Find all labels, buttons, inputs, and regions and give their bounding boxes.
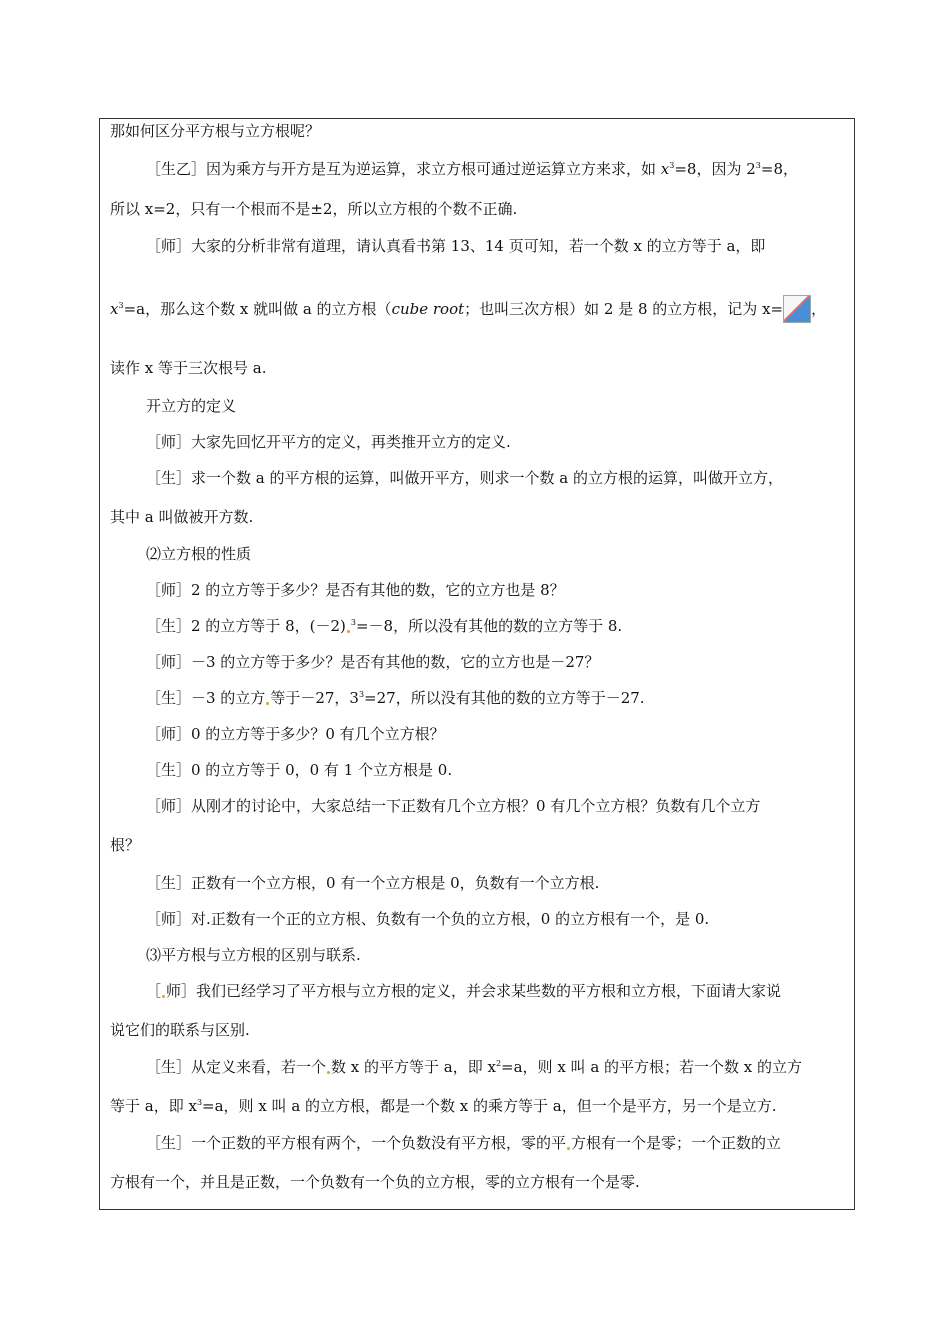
line-10: 其中 a 叫做被开方数. (110, 508, 254, 526)
line-19: 根？ (110, 836, 141, 854)
line-12: ［师］2 的立方等于多少？是否有其他的数，它的立方也是 8？ (146, 581, 565, 599)
line-18: ［师］从刚才的讨论中，大家总结一下正数有几个立方根？0 有几个立方根？负数有几个立方 (146, 797, 761, 815)
line-17: ［生］0 的立方等于 0，0 有 1 个立方根是 0. (146, 761, 453, 779)
line-20: ［生］正数有一个立方根，0 有一个立方根是 0，负数有一个立方根. (146, 874, 600, 892)
line-1: 那如何区分平方根与立方根呢？ (110, 122, 321, 140)
line-21: ［师］对.正数有一个正的立方根、负数有一个负的立方根，0 的立方根有一个，是 0. (146, 910, 710, 928)
section-heading-properties: ⑵立方根的性质 (146, 545, 252, 563)
line-13: ［生］2 的立方等于 8，(－2) $^3$=－8，所以没有其他的数的立方等于 8. (146, 617, 623, 635)
section-heading-comparison: ⑶平方根与立方根的区别与联系. (146, 946, 361, 964)
line-2: ［生乙］因为乘方与开方是互为逆运算，求立方根可通过逆运算立方来求，如 $x^3=8$，因为 $2^3=8$， (146, 160, 798, 178)
line-5: $x^3=a$，那么这个数 x 就叫做 a 的立方根（cube root；也叫三次方根）如 2 是 8 的立方根，记为 x= ， (110, 295, 826, 323)
line-8: ［师］大家先回忆开平方的定义，再类推开立方的定义. (146, 433, 511, 451)
line-16: ［师］0 的立方等于多少？0 有几个立方根？ (146, 725, 445, 743)
line-28: 方根有一个，并且是正数，一个负数有一个负的立方根，零的立方根有一个是零. (110, 1173, 640, 1191)
line-15: ［生］－3 的立方 等于－27，$3^3=27$，所以没有其他的数的立方等于－27. (146, 689, 645, 707)
line-27: ［生］一个正数的平方根有两个，一个负数没有平方根，零的平 方根有一个是零；一个正数的立 (146, 1134, 782, 1152)
cube-root-formula-image (783, 295, 811, 323)
line-23: ［ 师］我们已经学习了平方根与立方根的定义，并会求某些数的平方根和立方根，下面请大家说 (146, 982, 782, 1000)
line-6: 读作 x 等于三次根号 a. (110, 359, 267, 377)
line-4: ［师］大家的分析非常有道理，请认真看书第 13、14 页可知，若一个数 x 的立方等于 a，即 (146, 237, 766, 255)
line-14: ［师］－3 的立方等于多少？是否有其他的数，它的立方也是－27？ (146, 653, 600, 671)
line-24: 说它们的联系与区别. (110, 1021, 250, 1039)
line-9: ［生］求一个数 a 的平方根的运算，叫做开平方，则求一个数 a 的立方根的运算，叫做开立方， (146, 469, 783, 487)
line-25: ［生］从定义来看，若一个 数 x 的平方等于 a，即 $x^2=a$，则 x 叫 a 的平方根；若一个数 x 的立方 (146, 1058, 803, 1076)
section-heading-definition: 开立方的定义 (146, 397, 237, 415)
line-26: 等于 a，即 $x^3=a$，则 x 叫 a 的立方根，都是一个数 x 的乘方等于 a，但一个是平方，另一个是立方. (110, 1097, 777, 1115)
line-3: 所以 x=2，只有一个根而不是±2，所以立方根的个数不正确. (110, 200, 518, 218)
